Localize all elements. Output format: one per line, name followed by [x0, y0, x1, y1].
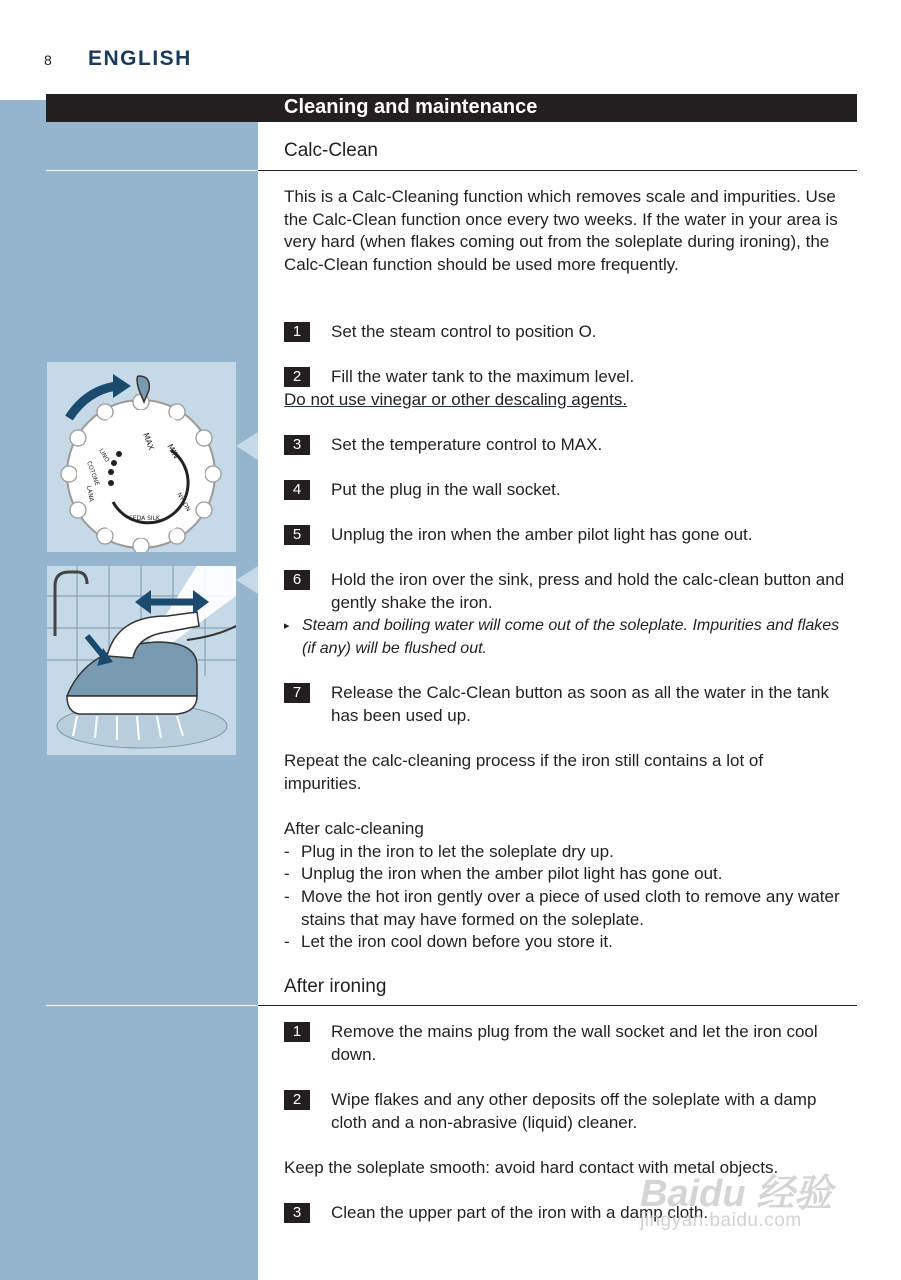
dial-linen-label: LINO	[97, 447, 111, 464]
sink-pointer	[236, 566, 258, 594]
step-text: Clean the upper part of the iron with a damp cloth.	[331, 1203, 709, 1222]
step-number: 3	[284, 1203, 310, 1223]
step-text: Set the steam control to position O.	[331, 322, 597, 341]
step-number: 2	[284, 1090, 310, 1110]
header-language: ENGLISH	[88, 47, 192, 70]
step-text: Fill the water tank to the maximum level.	[331, 367, 635, 386]
step-text: Remove the mains plug from the wall socket and let the iron cool down.	[331, 1022, 818, 1064]
dial-icon	[47, 362, 236, 552]
section-title: Cleaning and maintenance	[284, 96, 538, 118]
step-number: 3	[284, 435, 310, 455]
dial-max-label: MAX	[141, 431, 156, 452]
sidebar-rule	[46, 1005, 258, 1006]
temperature-dial-illustration	[47, 362, 236, 552]
step-text: Put the plug in the wall socket.	[331, 480, 561, 499]
step-text: Set the temperature control to MAX.	[331, 435, 603, 454]
step-number: 7	[284, 683, 310, 703]
iron-sink-icon	[47, 566, 236, 755]
step-text: Release the Calc-Clean button as soon as all the water in the tank has been used up.	[331, 683, 830, 725]
repeat-paragraph: Repeat the calc-cleaning process if the iron still contains a lot of impurities.	[284, 751, 764, 793]
step-number: 4	[284, 480, 310, 500]
step-number: 6	[284, 570, 310, 590]
dial-min-label: MIN	[165, 442, 181, 461]
watermark-logo: Baidu 经验	[640, 1173, 833, 1215]
step-number: 2	[284, 367, 310, 387]
result-arrow-icon: ▸	[284, 620, 290, 632]
dial-silk-label: SEDA SILK	[129, 515, 160, 522]
sidebar-rule	[46, 170, 258, 171]
iron-over-sink-illustration	[47, 566, 236, 755]
section-title-bar	[46, 94, 857, 122]
watermark-url: jingyan.baidu.com	[640, 1210, 802, 1231]
dial-nylon-label: NYLON	[175, 491, 192, 513]
step-text: Wipe flakes and any other deposits off the soleplate with a damp cloth and a non-abrasive (liquid) cleaner.	[331, 1090, 817, 1132]
step-number: 1	[284, 322, 310, 342]
page-number: 8	[44, 52, 52, 68]
soleplate-tip: Keep the soleplate smooth: avoid hard contact with metal objects.	[284, 1158, 779, 1177]
dial-cotton-label: COTONE	[85, 460, 101, 487]
step-text: Hold the iron over the sink, press and hold the calc-clean button and gently shake the iron.	[331, 570, 845, 612]
after-calc-heading: After calc-cleaning	[284, 819, 424, 838]
result-text: Steam and boiling water will come out of the soleplate. Impurities and flakes (if any) will be flushed out.	[302, 617, 840, 657]
step-number: 1	[284, 1022, 310, 1042]
after-ironing-heading: After ironing	[284, 976, 387, 997]
calc-clean-intro: This is a Calc-Cleaning function which removes scale and impurities. Use the Calc-Clean function once every two weeks. If the water in your area is very hard (when flakes coming out from the soleplate during ironing), the Calc-Clean function should be used more frequently.	[284, 187, 838, 274]
calc-clean-heading: Calc-Clean	[284, 140, 378, 161]
step-text: Unplug the iron when the amber pilot light has gone out.	[331, 525, 753, 544]
warning-note: Do not use vinegar or other descaling agents.	[284, 390, 628, 409]
dial-wool-label: LANA	[85, 485, 95, 503]
step-number: 5	[284, 525, 310, 545]
dial-pointer	[236, 432, 258, 460]
